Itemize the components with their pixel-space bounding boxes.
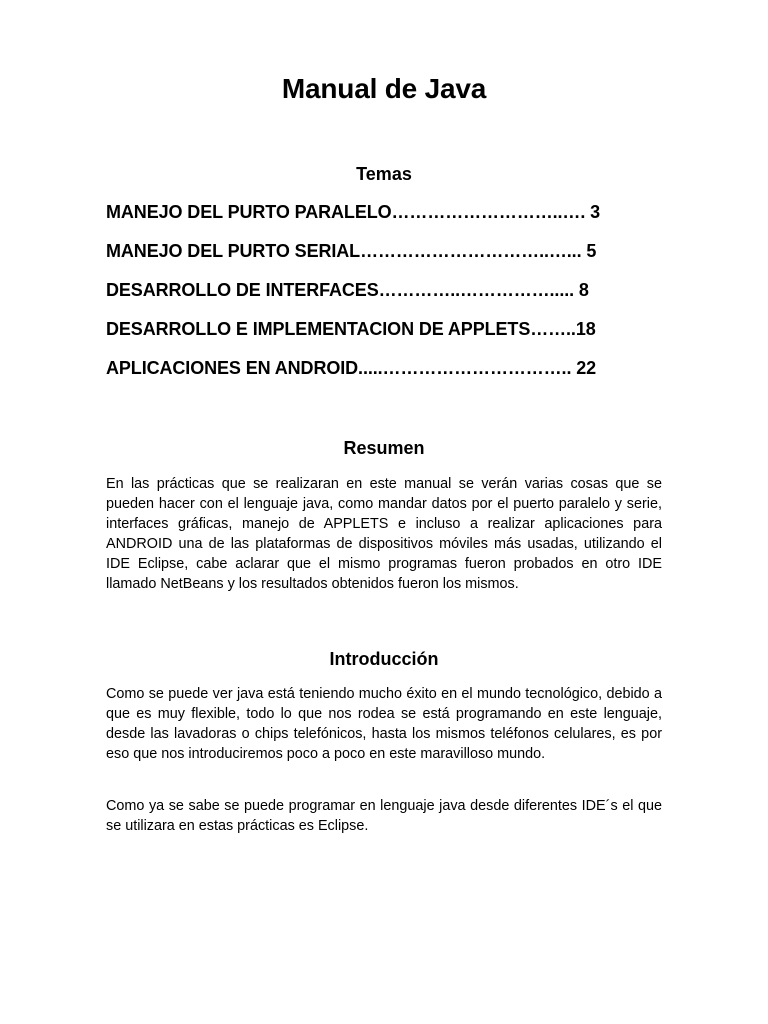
page-title: Manual de Java: [281, 73, 487, 104]
table-of-contents: [106, 200, 662, 395]
toc-item-android: APLICACIONES EN ANDROID.....………………………….. 22: [106, 358, 597, 378]
toc-item-interfaces: DESARROLLO DE INTERFACES…………..……………..... 8: [106, 280, 589, 300]
toc-heading: Temas: [356, 164, 412, 184]
toc-item-puerto-serial: MANEJO DEL PURTO SERIAL…………………………..…... 5: [106, 241, 597, 261]
resumen-paragraph: En las prácticas que se realizaran en este manual se verán varias cosas que se pueden hacer con el lenguaje java, como mandar datos por el puerto paralelo y serie, interfaces gráficas, manejo de APPLETS e incluso a realizar aplicaciones para ANDROID una de las plataformas de dispositivos móviles más usadas, utilizando el IDE Eclipse, cabe aclarar que el mismo programas fueron probados en otro IDE llamado NetBeans y los resultados obtenidos fueron los mismos.: [106, 476, 662, 592]
toc-item-puerto-paralelo: MANEJO DEL PURTO PARALELO………………………..…. 3: [106, 202, 601, 222]
resumen-heading: Resumen: [343, 438, 425, 458]
introduccion-paragraph-2: Como ya se sabe se puede programar en lenguaje java desde diferentes IDE´s el que se utilizara en estas prácticas es Eclipse.: [106, 798, 662, 834]
introduccion-heading: Introducción: [329, 649, 439, 669]
introduccion-paragraph-1: Como se puede ver java está teniendo mucho éxito en el mundo tecnológico, debido a que es muy flexible, todo lo que nos rodea se está programando en este lenguaje, desde las lavadoras o chips telefónicos, hasta los mismos teléfonos celulares, es por eso que nos introduciremos poco a poco en este maravilloso mundo.: [106, 686, 662, 762]
toc-item-applets: DESARROLLO E IMPLEMENTACION DE APPLETS……..18: [106, 319, 596, 339]
